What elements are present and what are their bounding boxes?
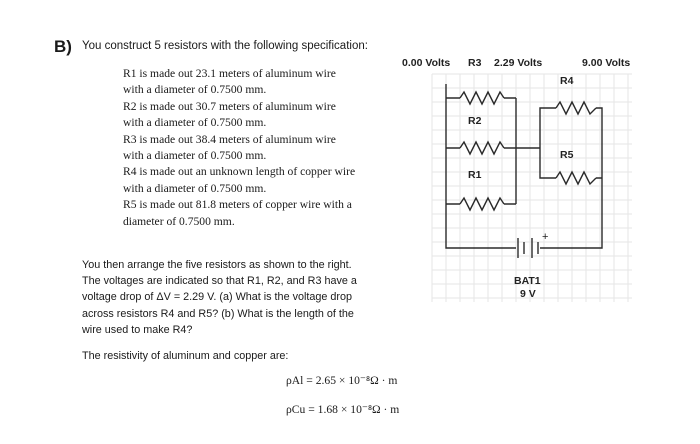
spec-line: with a diameter of 0.7500 mm. <box>123 181 267 195</box>
circuit-diagram <box>396 46 656 316</box>
problem-line: You then arrange the five resistors as shown to the right. <box>82 259 352 271</box>
battery-value-label: 9 V <box>520 288 536 300</box>
r4-label: R4 <box>560 75 574 87</box>
spec-line: diameter of 0.7500 mm. <box>123 214 235 228</box>
voltage-mid-label: 2.29 Volts <box>494 57 543 69</box>
problem-line: The voltages are indicated so that R1, R2, and R3 have a <box>82 275 357 288</box>
r3-label: R3 <box>468 57 482 69</box>
spec-line: R1 is made out 23.1 meters of aluminum wire <box>123 67 336 80</box>
spec-line: R3 is made out 38.4 meters of aluminum wire <box>123 132 336 146</box>
voltage-left-label: 0.00 Volts <box>402 57 451 69</box>
resistivity-copper: ρCu = 1.68 × 10⁻⁸Ω · m <box>286 403 400 416</box>
resistor-r4 <box>556 102 596 114</box>
resistor-specs <box>123 66 393 230</box>
problem-text <box>82 257 392 338</box>
resistivity-aluminum: ρAl = 2.65 × 10⁻⁸Ω · m <box>286 374 398 387</box>
spec-line: R5 is made out 81.8 meters of copper wire with a <box>123 198 352 212</box>
intro-text: You construct 5 resistors with the following specification: <box>82 40 368 52</box>
spec-line: with a diameter of 0.7500 mm. <box>123 83 267 97</box>
problem-line: voltage drop of ΔV = 2.29 V. (a) What is the voltage drop <box>82 291 352 304</box>
voltage-right-label: 9.00 Volts <box>582 57 631 69</box>
problem-label: B) <box>54 37 72 56</box>
spec-line: with a diameter of 0.7500 mm. <box>123 149 267 163</box>
r2-label: R2 <box>468 115 482 127</box>
problem-line: across resistors R4 and R5? (b) What is the length of the <box>82 307 354 320</box>
problem-line: wire used to make R4? <box>82 323 193 336</box>
spec-line: R4 is made out an unknown length of copper wire <box>123 165 356 179</box>
left-rail-wire <box>446 84 602 248</box>
spec-line: R2 is made out 30.7 meters of aluminum wire <box>123 99 336 113</box>
r1-label: R1 <box>468 169 482 181</box>
resistivity-intro: The resistivity of aluminum and copper are: <box>82 350 289 362</box>
resistor-r5 <box>556 172 596 184</box>
battery-name-label: BAT1 <box>514 275 541 287</box>
battery-plus-label: + <box>542 231 549 243</box>
r5-label: R5 <box>560 149 574 161</box>
battery-symbol <box>518 238 538 258</box>
spec-line: with a diameter of 0.7500 mm. <box>123 116 267 130</box>
